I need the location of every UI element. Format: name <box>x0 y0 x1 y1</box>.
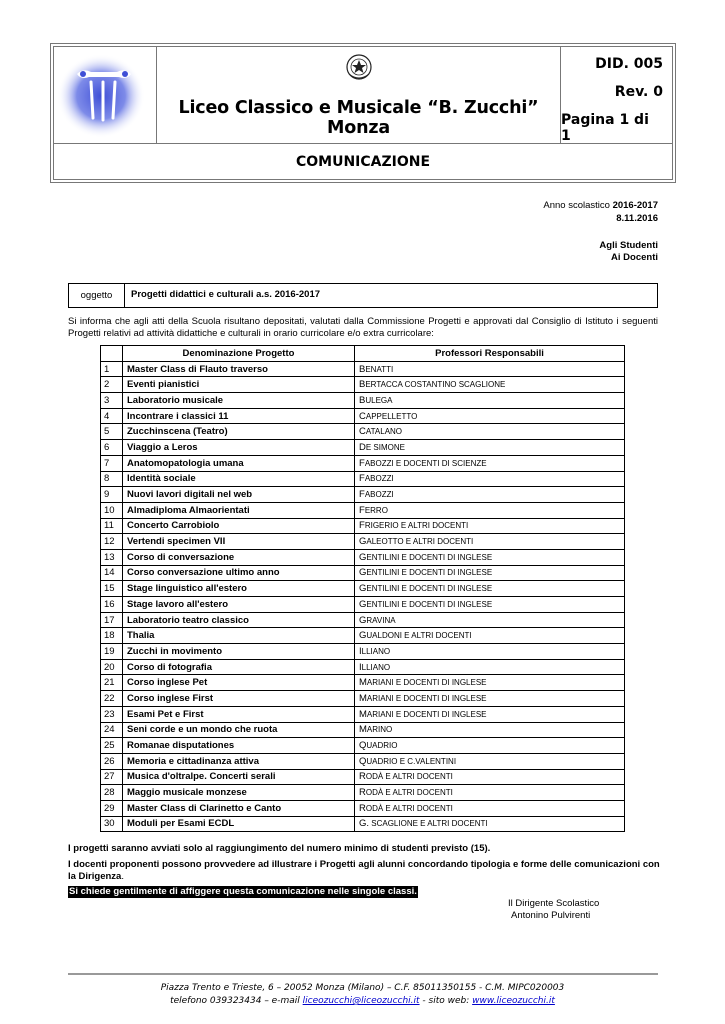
row-number: 6 <box>101 440 123 456</box>
row-project: Romanae disputationes <box>123 738 355 754</box>
row-project: Laboratorio teatro classico <box>123 612 355 628</box>
row-number: 28 <box>101 785 123 801</box>
subject-label: oggetto <box>69 284 125 307</box>
row-project: Memoria e cittadinanza attiva <box>123 753 355 769</box>
signature-block <box>508 898 599 922</box>
row-project: Thalia <box>123 628 355 644</box>
row-number: 7 <box>101 455 123 471</box>
table-row <box>101 738 625 754</box>
row-project: Stage lavoro all'estero <box>123 597 355 613</box>
row-project: Viaggio a Leros <box>123 440 355 456</box>
row-project: Seni corde e un mondo che ruota <box>123 722 355 738</box>
footer-email-link[interactable]: liceozucchi@liceozucchi.it <box>302 996 420 1006</box>
row-project: Corso di conversazione <box>123 549 355 565</box>
table-row <box>101 644 625 660</box>
table-row <box>101 440 625 456</box>
row-number: 29 <box>101 800 123 816</box>
row-project: Concerto Carrobiolo <box>123 518 355 534</box>
intro-paragraph: Si informa che agli atti della Scuola risultano depositati, valutati dalla Commissione Progetti e approvati dal Consiglio di Istituto i seguenti Progetti relativi ad attività didattiche e culturali in orario curricolare e/o extra curricolare: <box>68 316 658 339</box>
doc-type-row <box>53 144 673 180</box>
row-project: Corso di fotografia <box>123 659 355 675</box>
row-teachers: QUADRIO <box>355 738 625 754</box>
row-number: 1 <box>101 361 123 377</box>
row-project: Corso inglese Pet <box>123 675 355 691</box>
row-teachers: GENTILINI E DOCENTI DI INGLESE <box>355 565 625 581</box>
row-project: Corso conversazione ultimo anno <box>123 565 355 581</box>
table-row <box>101 408 625 424</box>
note-min-students: I progetti saranno avviati solo al raggiungimento del numero minimo di studenti previsto (15). <box>68 843 491 854</box>
footer-phone: telefono 039323434 – e-mail <box>170 996 303 1006</box>
row-number: 13 <box>101 549 123 565</box>
header-row <box>53 46 673 144</box>
row-number: 8 <box>101 471 123 487</box>
row-number: 9 <box>101 487 123 503</box>
table-row <box>101 785 625 801</box>
table-row <box>101 487 625 503</box>
row-number: 4 <box>101 408 123 424</box>
note-presentation-text: I docenti proponenti possono provvedere ad illustrare i Progetti agli alunni concordando tipologia e forme delle comunicazioni con la Dirigenza <box>68 859 660 882</box>
table-row <box>101 424 625 440</box>
row-project: Stage linguistico all'estero <box>123 581 355 597</box>
row-number: 17 <box>101 612 123 628</box>
row-project: Almadiploma Almaorientati <box>123 502 355 518</box>
recipient-teachers: Ai Docenti <box>611 252 658 263</box>
school-year <box>543 200 658 211</box>
row-teachers: RODÀ E ALTRI DOCENTI <box>355 800 625 816</box>
row-teachers: QUADRIO E C.VALENTINI <box>355 753 625 769</box>
row-number: 12 <box>101 534 123 550</box>
row-project: Laboratorio musicale <box>123 393 355 409</box>
footer-divider <box>68 973 658 975</box>
footer-address: Piazza Trento e Trieste, 6 – 20052 Monza (Milano) – C.F. 85011350155 - C.M. MIPC020003 <box>160 983 565 993</box>
table-row <box>101 597 625 613</box>
row-number: 14 <box>101 565 123 581</box>
doc-page: Pagina 1 di 1 <box>561 112 649 144</box>
doc-date: 8.11.2016 <box>616 213 658 224</box>
table-row <box>101 691 625 707</box>
row-teachers: GENTILINI E DOCENTI DI INGLESE <box>355 581 625 597</box>
highlight-notice: Si chiede gentilmente di affiggere questa comunicazione nelle singole classi. <box>69 886 417 897</box>
table-row <box>101 518 625 534</box>
col-teachers: Professori Responsabili <box>355 346 625 362</box>
row-number: 3 <box>101 393 123 409</box>
table-row <box>101 549 625 565</box>
row-teachers: GRAVINA <box>355 612 625 628</box>
signature-role: Il Dirigente Scolastico <box>508 898 600 909</box>
table-row <box>101 612 625 628</box>
row-teachers: BERTACCA COSTANTINO SCAGLIONE <box>355 377 625 393</box>
row-number: 11 <box>101 518 123 534</box>
row-number: 26 <box>101 753 123 769</box>
row-project: Zucchi in movimento <box>123 644 355 660</box>
row-project: Identità sociale <box>123 471 355 487</box>
row-project: Moduli per Esami ECDL <box>123 816 355 832</box>
row-teachers: DE SIMONE <box>355 440 625 456</box>
table-row <box>101 659 625 675</box>
row-project: Anatomopatologia umana <box>123 455 355 471</box>
table-body <box>101 361 625 832</box>
row-teachers: FERRO <box>355 502 625 518</box>
footer-contacts <box>0 996 725 1006</box>
table-row <box>101 675 625 691</box>
col-number <box>101 346 123 362</box>
school-title: Liceo Classico e Musicale “B. Zucchi” Monza <box>178 98 539 138</box>
col-project: Denominazione Progetto <box>123 346 355 362</box>
row-project: Corso inglese First <box>123 691 355 707</box>
note-presentation-end: . <box>121 871 124 882</box>
row-teachers: ILLIANO <box>355 644 625 660</box>
notes-block <box>68 843 663 898</box>
note-presentation <box>68 859 663 883</box>
row-teachers: GENTILINI E DOCENTI DI INGLESE <box>355 549 625 565</box>
table-row <box>101 502 625 518</box>
table-row <box>101 377 625 393</box>
row-number: 22 <box>101 691 123 707</box>
recipient-students: Agli Studenti <box>599 240 658 251</box>
row-teachers: RODÀ E ALTRI DOCENTI <box>355 785 625 801</box>
row-teachers: MARINO <box>355 722 625 738</box>
table-row <box>101 471 625 487</box>
row-project: Zucchinscena (Teatro) <box>123 424 355 440</box>
row-teachers: FRIGERIO E ALTRI DOCENTI <box>355 518 625 534</box>
row-number: 25 <box>101 738 123 754</box>
title-cell <box>157 46 561 143</box>
row-number: 23 <box>101 706 123 722</box>
table-row <box>101 753 625 769</box>
table-row <box>101 534 625 550</box>
row-number: 27 <box>101 769 123 785</box>
row-number: 21 <box>101 675 123 691</box>
row-teachers: ILLIANO <box>355 659 625 675</box>
signature-name: Antonino Pulvirenti <box>511 910 591 921</box>
row-number: 20 <box>101 659 123 675</box>
table-header-row <box>101 346 625 362</box>
row-number: 5 <box>101 424 123 440</box>
row-teachers: MARIANI E DOCENTI DI INGLESE <box>355 706 625 722</box>
row-project: Musica d'oltralpe. Concerti serali <box>123 769 355 785</box>
row-project: Master Class di Clarinetto e Canto <box>123 800 355 816</box>
table-row <box>101 455 625 471</box>
row-project: Esami Pet e First <box>123 706 355 722</box>
row-number: 30 <box>101 816 123 832</box>
table-row <box>101 628 625 644</box>
row-teachers: G. SCAGLIONE E ALTRI DOCENTI <box>355 816 625 832</box>
row-number: 18 <box>101 628 123 644</box>
table-row <box>101 769 625 785</box>
table-row <box>101 816 625 832</box>
school-year-label: Anno scolastico <box>543 200 613 211</box>
row-teachers: GENTILINI E DOCENTI DI INGLESE <box>355 597 625 613</box>
subject-box <box>68 283 658 308</box>
row-teachers: FABOZZI <box>355 487 625 503</box>
row-teachers: CATALANO <box>355 424 625 440</box>
doc-type: COMUNICAZIONE <box>295 154 431 170</box>
row-project: Maggio musicale monzese <box>123 785 355 801</box>
row-project: Eventi pianistici <box>123 377 355 393</box>
footer-separator: - sito web: <box>419 996 473 1006</box>
subject-text: Progetti didattici e culturali a.s. 2016-2017 <box>131 289 321 300</box>
row-project: Vertendi specimen VII <box>123 534 355 550</box>
row-teachers: MARIANI E DOCENTI DI INGLESE <box>355 691 625 707</box>
row-teachers: FABOZZI E DOCENTI DI SCIENZE <box>355 455 625 471</box>
row-teachers: CAPPELLETTO <box>355 408 625 424</box>
table-row <box>101 706 625 722</box>
footer-website-link[interactable]: www.liceozucchi.it <box>472 996 555 1006</box>
doc-code-cell <box>561 46 673 143</box>
row-number: 10 <box>101 502 123 518</box>
row-number: 2 <box>101 377 123 393</box>
school-logo-icon <box>53 46 157 144</box>
row-teachers: RODÀ E ALTRI DOCENTI <box>355 769 625 785</box>
logo-cell <box>53 46 157 143</box>
row-teachers: BULEGA <box>355 393 625 409</box>
row-number: 19 <box>101 644 123 660</box>
row-project: Master Class di Flauto traverso <box>123 361 355 377</box>
row-number: 15 <box>101 581 123 597</box>
table-row <box>101 581 625 597</box>
row-teachers: GUALDONI E ALTRI DOCENTI <box>355 628 625 644</box>
projects-table <box>100 345 625 832</box>
table-row <box>101 361 625 377</box>
table-row <box>101 800 625 816</box>
doc-code: DID. 005 <box>595 56 663 72</box>
row-number: 24 <box>101 722 123 738</box>
table-row <box>101 722 625 738</box>
table-row <box>101 565 625 581</box>
row-project: Nuovi lavori digitali nel web <box>123 487 355 503</box>
row-teachers: FABOZZI <box>355 471 625 487</box>
row-number: 16 <box>101 597 123 613</box>
row-teachers: MARIANI E DOCENTI DI INGLESE <box>355 675 625 691</box>
row-teachers: BENATTI <box>355 361 625 377</box>
row-project: Incontrare i classici 11 <box>123 408 355 424</box>
republic-emblem-icon <box>345 52 373 82</box>
school-year-value: 2016-2017 <box>612 200 658 211</box>
doc-revision: Rev. 0 <box>614 84 663 100</box>
row-teachers: GALEOTTO E ALTRI DOCENTI <box>355 534 625 550</box>
table-row <box>101 393 625 409</box>
